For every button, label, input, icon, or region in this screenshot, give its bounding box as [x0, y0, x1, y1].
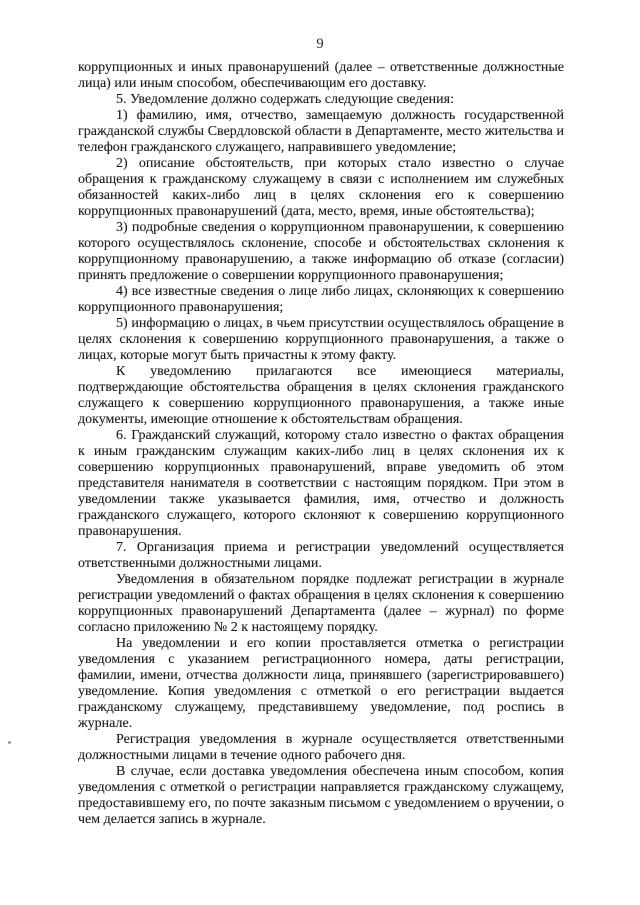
- paragraph-subitem-5: 5) информацию о лицах, в чьем присутствии осуществлялось обращение в целях склонения к совершению коррупционного правонарушения, а также о лицах, которые могут быть причастны к этому факту.: [78, 316, 564, 363]
- paragraph-item-7: 7. Организация приема и регистрации уведомлений осуществляется ответственными должностными лицами.: [78, 540, 564, 571]
- paragraph-attachments: К уведомлению прилагаются все имеющиеся материалы, подтверждающие обстоятельства обращения в целях склонения гражданского служащего к совершению коррупционного правонарушения, а также иные документы, имеющие отношение к обстоятельствам обращения.: [78, 364, 564, 427]
- paragraph-item-5: 5. Уведомление должно содержать следующие сведения:: [116, 92, 454, 107]
- paragraph-item-6: 6. Гражданский служащий, которому стало известно о фактах обращения к иным гражданским служащим каких-либо лиц в целях склонения их к совершению коррупционных правонарушений, вправе уведомить об этом представителя нанимателя в соответствии с настоящим порядком. При этом в уведомлении также указывается фамилия, имя, отчество и должность гражданского служащего, которого склоняют к совершению коррупционного правонарушения.: [78, 428, 564, 539]
- body-text: [78, 60, 564, 828]
- paragraph-subitem-3: 3) подробные сведения о коррупционном правонарушении, к совершению которого осуществлялось склонение, способе и обстоятельствах склонения к коррупционному правонарушению, а также информацию об отказе (согласии) принять предложение о совершении коррупционного правонарушения;: [78, 220, 564, 283]
- paragraph-subitem-1: 1) фамилию, имя, отчество, замещаемую должность государственной гражданской службы Свердловской области в Департаменте, место жительства и телефон гражданского служащего, направившего уведомление;: [78, 108, 564, 155]
- paragraph-registration-term: Регистрация уведомления в журнале осуществляется ответственными должностными лицами в течение одного рабочего дня.: [78, 732, 564, 763]
- paragraph-subitem-4: 4) все известные сведения о лице либо лицах, склоняющих к совершению коррупционного правонарушения;: [78, 284, 564, 315]
- paragraph-journal-registration: Уведомления в обязательном порядке подлежат регистрации в журнале регистрации уведомлений о фактах обращения в целях склонения к совершению коррупционных правонарушений Департамента (далее – журнал) по форме согласно приложению № 2 к настоящему порядку.: [78, 572, 564, 635]
- scan-speck: [8, 741, 11, 744]
- page-number: 9: [316, 36, 324, 52]
- paragraph-registration-mark: На уведомлении и его копии проставляется отметка о регистрации уведомления с указанием регистрационного номера, даты регистрации, фамилии, имени, отчества должности лица, принявшего (зарегистрировавшего) уведомление. Копия уведомления с отметкой о его регистрации выдается гражданскому служащему, представившему уведомление, под роспись в журнале.: [78, 636, 564, 731]
- paragraph-continuation: коррупционных и иных правонарушений (далее – ответственные должностные лица) или иным способом, обеспечивающим его доставку.: [78, 60, 564, 91]
- paragraph-subitem-2: 2) описание обстоятельств, при которых стало известно о случае обращения к гражданскому служащему в связи с исполнением им служебных обязанностей каких-либо лиц в целях склонения его к совершению коррупционных правонарушений (дата, место, время, иные обстоятельства);: [78, 156, 564, 219]
- paragraph-delivery-other: В случае, если доставка уведомления обеспечена иным способом, копия уведомления с отметкой о регистрации направляется гражданскому служащему, предоставившему его, по почте заказным письмом с уведомлением о вручении, о чем делается запись в журнале.: [78, 764, 564, 827]
